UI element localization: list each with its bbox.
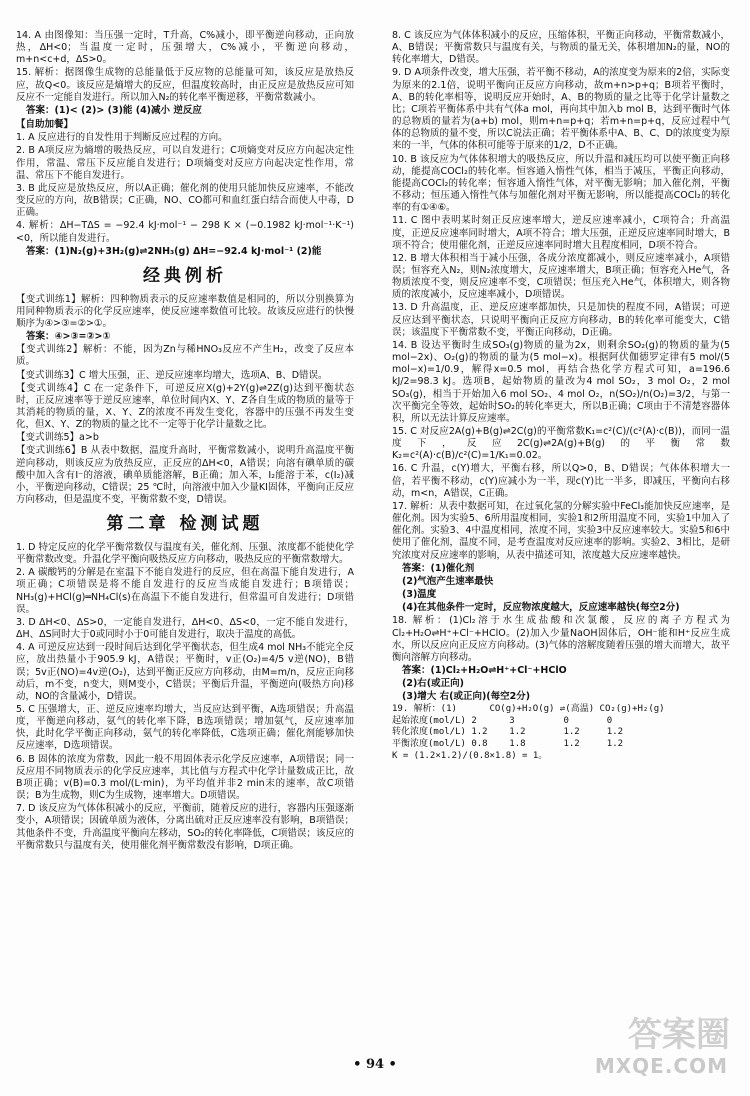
paragraph: 12. B 增大体积相当于减小压强，各成分浓度都减小，则反应速率减小，A项错误；恒容充入N₂，则N₂浓度增大，反应速率增大，B项正确；恒容充入He气，各物质浓度不变，则反应速率不变，C项错误；恒压充入He气，体积增大，则各物质的浓度减小，反应速率减小，D项错误。 [392,252,730,301]
paragraph: 15. 解析：据图像生成物的总能量低于反应物的总能量可知，该反应是放热反应，故Q<0。该反应是熵增大的反应，但温度较高时，由正反应是放热反应可知反应不一定能自发进行。所以加入N₂的转化率平衡逆移，平衡常数减小。 [16,67,354,103]
paragraph: 18. 解析：(1)Cl₂溶于水生成盐酸和次氯酸，反应的离子方程式为Cl₂+H₂O⇌H⁺+Cl⁻+HClO。(2)加入少量NaOH固体后，OH⁻能和H⁺反应生成水，所以反应向正反应方向移动。(3)气体的溶解度随着压强的增大而增大，故平衡向溶解方向移动。 [392,615,730,663]
section-title: 第二章 检测试题 [106,514,264,535]
paragraph: 2. B A项反应为熵增的吸热反应，可以自发进行；C项熵变对反应方向起决定性作用，常温、常压下反应能自发进行；D项熵变对反应方向起决定性作用，常温、常压下不能自发进行。 [16,145,354,181]
answer-line: (3)温度 [402,589,437,601]
paragraph: 3. B 此反应是放热反应，所以A正确；催化剂的使用只能加快反应速率，不能改变反应的方向，故B错误；C正确，NO、CO都可和血红蛋白结合而使人中毒，D正确。 [16,182,354,219]
paragraph: 10. B 该反应为气体体积增大的吸热反应，所以升温和减压均可以使平衡正向移动，能提高COCl₂的转化率。恒容通入惰性气体，相当于减压，平衡正向移动，能提高COCl₂的转化率；恒容通入惰性气体，对平衡无影响；加入催化剂，平衡不移动；恒压通入惰性气体与加催化剂对平衡无影响，所以能提高COCl₂的转化率的有①④⑥。 [392,153,730,214]
paragraph: 9. D A项条件改变，增大压强，若平衡不移动，A的浓度变为原来的2倍，实际变为原来的2.1倍，说明平衡向正反应方向移动，故m+n>p+q；B项若平衡时，A、B的转化率相等，说明反应开始时，A、B的物质的量之比等于化学计量数之比；C项若平衡体系中共有气体a mol，再向其中加入b mol B，达到平衡时气体的总物质的量若为(a+b) mol，则m+n=p+q；若m+n=p+q，反应过程中气体的总物质的量不变，所以C说法正确；若平衡体系中A、B、C、D的浓度变为原来的一半，气体的体积可能等于原来的1/2，D不正确。 [392,67,730,152]
watermark-logo [594,1004,736,1084]
paragraph: 8. C 该反应为气体体积减小的反应，压缩体积，平衡正向移动，平衡常数减小，A、B错误；平衡常数只与温度有关，与物质的量无关，体积增加N₂的量，NO的转化率增大，D错误。 [392,30,730,66]
paragraph: 2. A 碳酸钙的分解是在室温下不能自发进行的反应，但在高温下能自发进行，A项正确；C项错误是将不能自发进行的反应当成能自发进行；B项错误；NH₃(g)+HCl(g)═NH₄Cl(s)在高温下不能自发进行，但常温可自发进行；D项错误。 [16,567,354,615]
paragraph: 14. A 由图像知：当压强一定时，T升高，C%减小，即平衡逆向移动，正向放热，ΔH<0；当温度一定时，压强增大，C%减小，平衡逆向移动，m+n<c+d，ΔS>0。 [16,30,354,66]
paragraph: 1. D 特定反应的化学平衡常数仅与温度有关，催化剂、压强、浓度都不能使化学平衡常数改变。升温化学平衡向吸热反应方向移动，吸热反应的平衡常数增大。 [16,541,354,566]
answer-line: 答案：(1)Cl₂+H₂O⇌H⁺+Cl⁻+HClO [402,664,567,676]
answer-line: 答案：(1)N₂(g)+3H₂(g)⇌2NH₃(g) ΔH=−92.4 kJ·mol⁻¹ (2)能 [26,245,322,257]
paragraph: 【变式训练1】解析：四种物质表示的反应速率数值是相同的，所以分别换算为用同种物质表示的化学反应速率，使反应速率数值可比较。故该反应进行的快慢顺序为④>③=②>①。 [16,293,354,329]
paragraph: 11. C 图中表明某时刻正反应速率增大，逆反应速率减小，C项符合；升高温度，正逆反应速率同时增大，A项不符合；增大压强，正逆反应速率同时增大，B项不符合；使用催化剂，正逆反应速率同时增大且程度相同，D项不符合。 [392,215,730,251]
paragraph: 16. C 升温，c(Y)增大，平衡右移，所以Q>0，B、D错误；气体体积增大一倍，若平衡不移动，c(Y)应减小为一半，现c(Y)比一半多，即减压，平衡向右移动，m<n，A错误，C正确。 [392,463,730,499]
paragraph: 4. 解析：ΔH−TΔS = −92.4 kJ·mol⁻¹ − 298 K × (−0.1982 kJ·mol⁻¹·K⁻¹)<0，所以能自发进行。 [16,220,354,244]
paragraph: 【变式训练3】C 增大压强，正、逆反应速率均增大，选项A、B、D错误。 [16,369,328,381]
answer-line: (2)气泡产生速率最快 [402,575,494,587]
page-number: • 94 • [353,1057,397,1073]
right-column [392,30,730,762]
answer-line: (3)增大 右(或正向)(每空2分) [402,691,531,703]
answer-line: 答案：(1)催化剂 [402,562,475,574]
paragraph: 7. D 该反应为气体体积减小的反应，平衡前，随着反应的进行，容器内压强逐渐变小，A项错误；因硫单质为液体，分离出硫对正反应速率没有影响，B项错误；其他条件不变，升高温度平衡向左移动，SO₂的转化率降低，C项错误；该反应的平衡常数只与温度有关，使用催化剂平衡常数没有影响，D项正确。 [16,803,354,851]
paragraph: 17. 解析：从表中数据可知，在过氧化氢的分解实验中FeCl₃能加快反应速率，是催化剂。因为实验5、6所用温度相同，实验1和2所用温度不同，实验1中加入了催化剂。实验3、4中温度相同，浓度不同，实验3中反应速率较大。实验5和6中使用了催化剂，温度不同，是考查温度对反应速率的影响。实验2、3相比，是研究浓度对反应速率的影响，从表中描述可知，浓度越大反应速率越快。 [392,500,730,561]
paragraph: 15. C 对反应2A(g)+B(g)⇌2C(g)的平衡常数K₁=c²(C)/(c²(A)·c(B))，而同一温度下，反应2C(g)⇌2A(g)+B(g)的平衡常数K₂=c²(A)·c(B)/c²(C)=1/K₁=0.02。 [392,426,730,462]
section-heading: 【自助加餐】 [16,119,74,131]
paragraph: 【变式训练2】解析：不能，因为Zn与稀HNO₃反应不产生H₂，改变了反应本质。 [16,344,354,368]
answer-line: (2)右(或正向) [402,678,464,690]
paragraph: 14. B 设达平衡时生成SO₃(g)物质的量为2x，则剩余SO₂(g)的物质的量为(5 mol−2x)、O₂(g)的物质的量为(5 mol−x)。根据阿伏伽德罗定律有5 mol/(5 mol−x)=1/0.9，解得x=0.5 mol，再结合热化学方程式可知，a=196.6 kJ/2=98.3 kJ。选项B，起始物质的量改为4 mol SO₂，3 mol O₂，2 mol SO₃(g)，相当于开始加入6 mol SO₂、4 mol O₂，n(SO₂)/n(O₂)=3/2，与第一次平衡完全等效，起始时SO₂的转化率更大，所以B正确；C项由于不清楚容器体积，所以无法计算反应速率。 [392,339,730,424]
paragraph: 19. 解析：(1) CO(g)+H₂O(g) ⇌(高温) CO₂(g)+H₂(g) 起始浓度(mol/L) 2 3 0 0 转化浓度(mol/L) 1.2 1.2 1.2 1.2 平衡浓度(mol/L) 0.8 1.8 1.2 1.2 K = (1.2×1.2)/(0.8×1.8) = 1。 [392,704,665,761]
paragraph: 3. D ΔH<0、ΔS>0，一定能自发进行，ΔH<0、ΔS<0，一定不能自发进行，ΔH、ΔS同时大于0或同时小于0可能自发进行，取决于温度的高低。 [16,616,354,641]
watermark-text: 答案圈 [628,1015,730,1055]
paragraph: 5. C 压强增大，正、逆反应速率均增大，当反应达到平衡，A选项错误；升高温度，平衡逆向移动，氨气的转化率下降，B选项错误；增加氨气，反应速率加快，此时化学平衡正向移动，氨气的转化率降低，C选项正确；催化剂能够加快反应速率，D选项错误。 [16,704,354,752]
section-title: 经典例析 [143,265,227,286]
paragraph: 4. A 可逆反应达到一段时间后达到化学平衡状态，但生成4 mol NH₃不能完全反应，放出热量小于905.9 kJ，A错误；平衡时，v正(O₂)=4/5 v逆(NO)，B错误；5v正(NO)=4v逆(O₂)，达到平衡正反应方向移动，由M=m/n，反应正向移动后，m不变，n变大，则M变小，C错误；平衡后升温，平衡逆向(吸热方向)移动，NO的含量减小，D错误。 [16,642,354,702]
paragraph: 【变式训练5】a>b [16,432,99,444]
answer-line: 答案：④>③=②>① [26,331,111,343]
left-column [16,30,354,853]
paragraph: 13. D 升高温度，正、逆反应速率都加快，只是加快的程度不同，A错误；可逆反应达到平衡状态，只说明平衡向正反应方向移动，B的转化率可能变大，C错误；该温度下平衡常数不变，平衡正向移动，D正确。 [392,302,730,338]
answer-line: 答案：(1)< (2)> (3)能 (4)减小 逆反应 [26,104,202,116]
paragraph: 【变式训练4】C 在一定条件下，可逆反应X(g)+2Y(g)⇌2Z(g)达到平衡状态时，正反应速率等于逆反应速率，单位时间内X、Y、Z各自生成的物质的量等于其消耗的物质的量，X、Y、Z的浓度不再发生变化，容器中的压强不再发生变化，但X、Y、Z的物质的量之比不一定等于化学计量数之比。 [16,382,354,431]
answer-line: (4)在其他条件一定时，反应物浓度越大，反应速率越快(每空2分) [402,602,680,614]
watermark-url: MXQE.COM [594,1054,728,1079]
paragraph: 【变式训练6】B 从表中数据，温度升高时，平衡常数减小，说明升高温度平衡逆向移动，则该反应为放热反应，正反应的ΔH<0，A错误；向溶有碘单质的碳酸中加入含有I⁻的溶液，碘单质能溶解，B正确；加入苯，I₂能溶于苯，c(I₂)减小，平衡逆向移动，C错误；25 ℃时，向溶液中加入少量KI固体，平衡向正反应方向移动，但是温度不变，平衡常数不变，D错误。 [16,445,354,506]
paragraph: 1. A 反应进行的自发性用于判断反应过程的方向。 [16,132,228,144]
paragraph: 6. B 固体的浓度为常数，因此一般不用固体表示化学反应速率，A项错误；同一反应用不同物质表示的化学反应速率，其比值与方程式中化学计量数成正比，故B项正确；v(B)=0.3 mol/(L·min)，为平均值并非2 min末的速率，故C项错误；B为生成物，则C为生成物，速率增大。D项错误。 [16,753,354,802]
